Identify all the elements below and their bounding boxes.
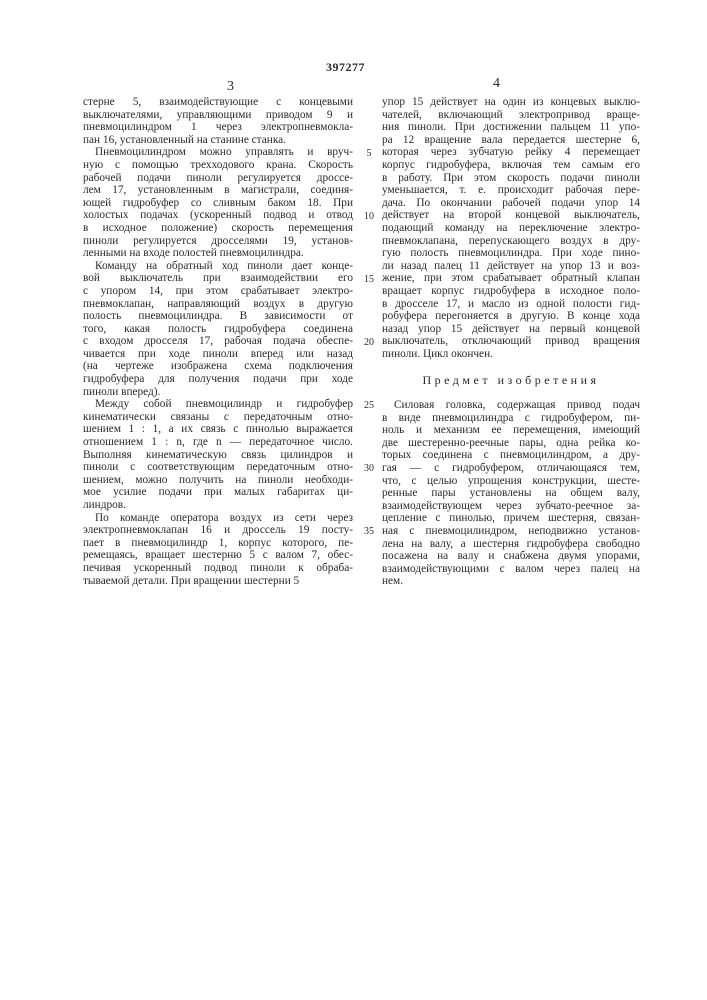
claims-text [382, 399, 640, 588]
text-line: в дросселе 17, и масло из одной полости гид- [382, 298, 640, 311]
text-line: выключатель, отключающий привод вращения [382, 335, 640, 348]
text-line: что, с целью упрощения конструкции, шесте- [382, 475, 640, 488]
text-line: посажена на валу и снабжена двумя упорами, [382, 550, 640, 563]
page-number-left: 3 [227, 79, 234, 95]
text-line: Пневмоцилиндром можно управлять и вруч- [83, 146, 353, 159]
left-column [83, 96, 353, 587]
text-line: пиноли регулируется дросселями 19, установ- [83, 235, 353, 248]
text-line: ная с пневмоцилиндром, неподвижно установ- [382, 525, 640, 538]
text-line: корпус гидробуфера, включая тем самым его [382, 159, 640, 172]
text-line: подающий команду на переключение электро- [382, 222, 640, 235]
text-line: ноль и механизм ее перемещения, имеющий [382, 424, 640, 437]
text-line: которая через зубчатую рейку 4 перемещает [382, 146, 640, 159]
text-line: электропневмоклапан 16 и дроссель 19 посту- [83, 524, 353, 537]
text-line: торых соединена с пневмоцилиндром, а дру- [382, 449, 640, 462]
line-number: 10 [362, 211, 376, 222]
page-number-right: 4 [493, 76, 500, 92]
text-line: шением, можно получить на пиноли необходи- [83, 474, 353, 487]
text-line: мое усилие подачи при малых габаритах ци- [83, 486, 353, 499]
text-line: чателей, включающий электропривод враще- [382, 109, 640, 122]
text-line: дача. По окончании рабочей подачи упор 14 [382, 197, 640, 210]
text-line: взаимодействующими с валом через палец на [382, 563, 640, 576]
text-line: пает в пневмоцилиндр 1, корпус которого, пе- [83, 537, 353, 550]
text-line: пиноли вперед). [83, 386, 353, 399]
text-line: ренные пары установлены на общем валу, [382, 487, 640, 500]
line-number: 15 [362, 274, 376, 285]
line-number: 20 [362, 337, 376, 348]
text-line: назад упор 15 действует на первый концевой [382, 323, 640, 336]
text-line: лем 17, установленным в магистрали, соединя- [83, 184, 353, 197]
text-line: вращает корпус гидробуфера в исходное поло- [382, 285, 640, 298]
text-line: робуфера перегоняется в другую. В конце хода [382, 310, 640, 323]
text-line: с входом дросселя 17, рабочая подача обеспе- [83, 335, 353, 348]
text-line: ния пиноли. При достижении пальцем 11 упо- [382, 121, 640, 134]
text-line: ремещаясь, вращает шестерню 5 с валом 7, обес- [83, 549, 353, 562]
text-line: Команду на обратный ход пиноли дает конце- [83, 260, 353, 273]
text-line: полость пневмоцилиндра. В зависимости от [83, 310, 353, 323]
text-line: ли назад палец 11 действует на упор 13 и воз- [382, 260, 640, 273]
text-line: линдров. [83, 499, 353, 512]
patent-number: 397277 [326, 60, 365, 75]
text-line: ленными на входе полостей пневмоцилиндра. [83, 247, 353, 260]
text-line: холостых подачах (ускоренный подвод и отвод [83, 209, 353, 222]
line-number: 30 [362, 463, 376, 474]
text-line: цепление с пинолью, причем шестерня, связан- [382, 512, 640, 525]
text-line: лена на валу, а шестерня гидробуфера свободно [382, 538, 640, 551]
text-line: шением 1 : 1, а их связь с пинолью выражается [83, 423, 353, 436]
text-line: Силовая головка, содержащая привод подач [382, 399, 640, 412]
text-line: гую полость пневмоцилиндра. При ходе пино- [382, 247, 640, 260]
text-line: По команде оператора воздух из сети через [83, 512, 353, 525]
right-column [382, 96, 640, 360]
text-line: пан 16, установленный на станине станка. [83, 134, 353, 147]
text-line: в исходное положение) скорость перемещения [83, 222, 353, 235]
text-line: две шестеренно-реечные пары, одна рейка ко- [382, 437, 640, 450]
text-line: в работу. При этом скорость подачи пиноли [382, 172, 640, 185]
text-line: Выполняя кинематическую связь цилиндров и [83, 449, 353, 462]
text-line: рабочей подачи пиноли регулируется дроссе- [83, 172, 353, 185]
text-line: пневмоклапан, направляющий воздух в другую [83, 298, 353, 311]
line-number: 35 [362, 526, 376, 537]
text-line: упор 15 действует на один из концевых выклю- [382, 96, 640, 109]
text-line: стерне 5, взаимодействующие с концевыми [83, 96, 353, 109]
text-line: вой выключатель при взаимодействии его [83, 272, 353, 285]
text-line: выключателями, управляющими приводом 9 и [83, 109, 353, 122]
text-line: жение, при этом срабатывает обратный клапан [382, 272, 640, 285]
text-line: пиноли с соответствующим передаточным отно- [83, 461, 353, 474]
text-line: уменьшается, т. е. происходит рабочая пере- [382, 184, 640, 197]
text-line: ную с помощью трехходового крана. Скорость [83, 159, 353, 172]
text-line: (на чертеже изображена схема подключения [83, 360, 353, 373]
text-line: пиноли. Цикл окончен. [382, 348, 640, 361]
text-line: взаимодействующем через зубчато-реечное за- [382, 500, 640, 513]
text-line: тываемой детали. При вращении шестерни 5 [83, 575, 353, 588]
text-line: действует на второй концевой выключатель, [382, 209, 640, 222]
text-line: отношением 1 : n, где n — передаточное число. [83, 436, 353, 449]
text-line: ра 12 вращение вала передается шестерне 6, [382, 134, 640, 147]
text-line: Между собой пневмоцилиндр и гидробуфер [83, 398, 353, 411]
text-line: в виде пневмоцилиндра с гидробуфером, пи- [382, 412, 640, 425]
text-line: нем. [382, 575, 640, 588]
line-number: 5 [362, 148, 376, 159]
text-line: чивается при ходе пиноли вперед или назад [83, 348, 353, 361]
text-line: того, какая полость гидробуфера соединена [83, 323, 353, 336]
claims-heading: Предмет изобретения [382, 373, 640, 388]
text-line: пневмоцилиндром 1 через электропневмокла- [83, 121, 353, 134]
text-line: с упором 14, при этом срабатывает электро- [83, 285, 353, 298]
text-line: гая — с гидробуфером, отличающаяся тем, [382, 462, 640, 475]
text-line: ющей гидробуфер со сливным баком 18. При [83, 197, 353, 210]
text-line: печивая ускоренный подвод пиноли к обраба- [83, 562, 353, 575]
line-number: 25 [362, 400, 376, 411]
text-line: кинематически связаны с передаточным отно- [83, 411, 353, 424]
text-line: гидробуфера для получения подачи при ходе [83, 373, 353, 386]
text-line: пневмоклапана, перепускающего воздух в дру- [382, 235, 640, 248]
